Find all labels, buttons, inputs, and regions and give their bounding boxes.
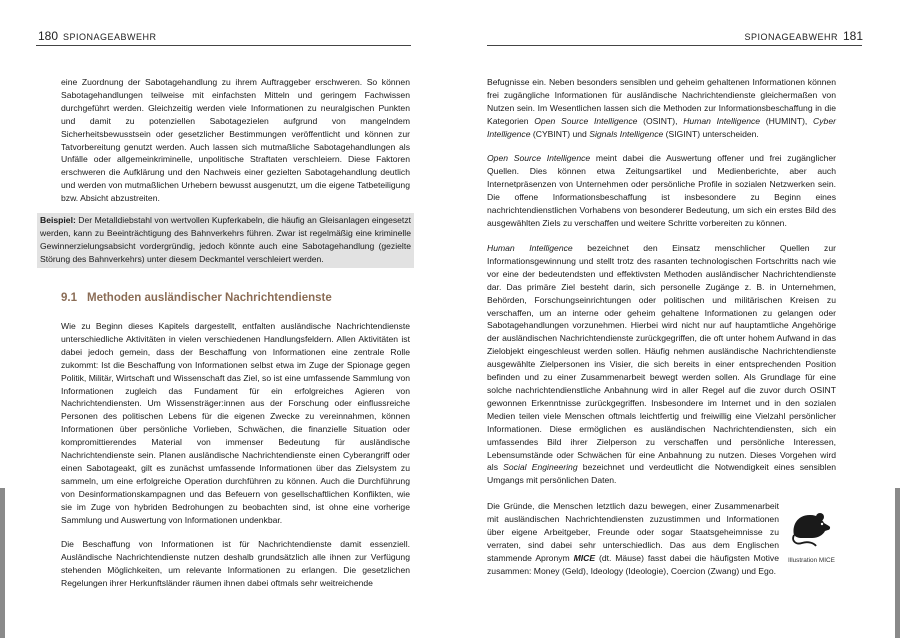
right-page bbox=[450, 0, 900, 638]
section-title: Methoden ausländischer Nachrichtendienste bbox=[87, 292, 332, 304]
right-paragraph-3: Human Intelligence bezeichnet den Einsatz menschlicher Quellen zur Informationsgewinnung und stellt trotz des rasanten technologischen Fortschritts nach wie vor eine der bedeutendsten und effektivsten Methoden ausländischer Nachrichtendienste dar. Das primäre Ziel besteht darin, sich personelle Zugänge z. B. in Unternehmen, Behörden, Forschungseinrichtungen oder politischen und militärischen Kreisen zu verschaffen, um an interne oder geheim gehaltene Informationen zu gelangen oder Sabotagehandlungen vorzunehmen. Hierbei wird nicht nur auf hauptamtliche Angehörige der ausländischen Nachrichtendienste zurückgegriffen, die oft unter hohem Aufwand in das Zielobjekt eingeschleust werden sollen. Häufig nehmen ausländische Nachrichtendienste ausgewählte Zielpersonen ins Visier, die sich bereits in einer entsprechenden Position befinden und zu einer Zusammenarbeit bewegt werden sollen. Als Grundlage für eine solche nachrichtendienstliche Anbahnung wird in aller Regel auf die zuvor durch OSINT gewonnen Erkenntnisse zurückgegriffen. Insbesondere im Internet und in den sozialen Medien teilen viele Menschen oftmals leichtfertig und freiwillig eine Vielzahl persönlicher Informationen. Diese ermöglichen es ausländischen Nachrichtendiensten, sich ein umfassendes Bild ihrer Zielperson zu verschaffen und persönliche Interessen, Lebensumstände oder Schwächen für eine Anbahnung zu nutzen. Dieses Vorgehen wird als Social Engineering bezeichnet und verdeutlicht die Notwendigkeit eines sensiblen Umgangs mit persönlichen Daten. bbox=[487, 243, 836, 486]
right-header-rule bbox=[487, 45, 862, 46]
page-edge-marker-right bbox=[895, 488, 900, 638]
left-paragraph-3: Die Beschaffung von Informationen ist für Nachrichtendienste damit essenziell. Ausländische Nachrichtendienste nutzen deshalb grundsätzlich alle ihnen zur Verfügung stehenden Möglichkeiten, um relevante Informationen zu erlangen. Die gesetzlichen Regelungen ihrer Herkunftsländer räumen ihnen dabei oftmals sehr weitreichende bbox=[61, 539, 410, 588]
right-paragraph-4: Die Gründe, die Menschen letztlich dazu bewegen, einer Zusammenarbeit mit ausländischen Nachrichtendiensten zuzustimmen und Informationen über eigene Arbeitgeber, Freunde oder sogar Staatsgeheimnisse zu verraten, sind dabei sehr unterschiedlich. Das aus dem Englischen stammende Apronym MICE (dt. Mäuse) fasst dabei die häufigsten Motive zusammen: Money (Geld), Ideology (Ideologie), Coercion (Zwang) und Ego. bbox=[487, 501, 779, 576]
left-running-head: SPIONAGEABWEHR bbox=[63, 32, 157, 42]
left-page-number: 180 bbox=[38, 29, 59, 43]
illustration-caption: Illustration MICE bbox=[788, 557, 835, 564]
example-box bbox=[37, 213, 414, 268]
left-running-header bbox=[38, 29, 157, 43]
example-label: Beispiel: bbox=[40, 215, 76, 225]
section-number: 9.1 bbox=[61, 292, 77, 304]
right-paragraph-2: Open Source Intelligence meint dabei die Auswertung offener und frei zugänglicher Quellen. Dies können etwa Zeitungsartikel und Medienberichte, aber auch Internetpräsenzen von Unternehmen oder persönliche Profile in sozialen Netzwerken sein. Die offene Informationsbeschaffung ist insbesondere zu Beginn eines nachrichtendienstlichen Vorhabens von besonderer Bedeutung, um sich ein erstes Bild des ausgewählten Ziels zu verschaffen und weitere Schritte vorbereiten zu können. bbox=[487, 153, 836, 228]
left-paragraph-2: Wie zu Beginn dieses Kapitels dargestellt, entfalten ausländische Nachrichtendienste unterschiedliche Aktivitäten in vielen verschiedenen Handlungsfeldern. Allen Aktivitäten ist dabei jedoch gemein, dass der Beschaffung von Informationen eine zentrale Rolle zukommt: Ist die Beschaffung von Informationen selbst etwa im Zuge der Spionage gegen Politik, Militär, Wirtschaft und Wissenschaft das Ziel, so ist eine umfassende Sammlung von Informationen zugleich das Fundament für ein erfolgreiches Agieren von Nachrichtendiensten. Um Wissensträger:innen aus der Forschung oder einflussreiche Personen des politischen Lebens für die eigenen Zwecke zu vereinnahmen, können Informationen über persönliche Vorlieben, Schwächen, die finanzielle Situation oder kompromittierendes Material von immenser Bedeutung für ausländische Nachrichtendienste sein. Planen ausländische Nachrichtendienste einen Cyberangriff oder einen Sabotageakt, gilt es zunächst umfassende Informationen über das Zielsystem zu sammeln, um eine erfolgreiche Operation durchführen zu können. Auch die Durchführung von Desinformationskampagnen und das Befeuern von gesellschaftlichen Konflikten, wie sie im Zuge von hybriden Bedrohungen zu beobachten sind, ist ohne eine vorherige Sammlung und Auswertung von Informationen undenkbar. bbox=[61, 321, 410, 525]
right-running-head: SPIONAGEABWEHR bbox=[744, 32, 838, 42]
right-paragraph-1: Befugnisse ein. Neben besonders sensiblen und geheim gehaltenen Informationen können frei zugängliche Informationen für ausländische Nachrichtendienste gleichermaßen von Nutzen sein. Im Wesentlichen lassen sich die Methoden zur Informationsbeschaffung in die Kategorien Open Source Intelligence (OSINT), Human Intelligence (HUMINT), Cyber Intelligence (CYBINT) und Signals Intelligence (SIGINT) unterscheiden. bbox=[487, 77, 836, 139]
left-paragraph-1: eine Zuordnung der Sabotagehandlung zu ihrem Auftraggeber erschweren. So können Sabotagehandlungen teilweise mit einfachsten Mitteln und geringem Fachwissen durchgeführt werden. Gleichzeitig werden viele Informationen zu neuralgischen Punkten und damit zu potenziellen Sabotagezielen aufgrund von mangelndem Sicherheitsbewusstsein oder gesetzlicher Bestimmungen veröffentlicht und können zur Tatvorbereitung genutzt werden. Auch lassen sich mutmaßliche Sabotagehandlungen als Unfälle oder allgemeinkriminelle, unpolitische Straftaten verschleiern. Diese Faktoren erschweren die Aufklärung und den Nachweis einer gezielten Sabotagehandlung deutlich und werden von mutmaßlichen Urhebern bewusst ausgenutzt, um die eigene Tatbeteiligung bzw. Absicht abzustreiten. bbox=[61, 77, 410, 204]
mouse-icon bbox=[788, 505, 833, 550]
page-edge-marker bbox=[0, 488, 5, 638]
section-heading bbox=[61, 292, 332, 304]
example-text: Der Metalldiebstahl von wertvollen Kupferkabeln, die häufig an Gleisanlagen eingesetzt werden, kann zu Beeinträchtigung des Bahnverkehrs führen. Zwar ist regelmäßig eine kriminelle Gewinnerzielungsabsicht vordergründig, jedoch könnte auch eine Sabotagehandlung (gezielte Störung des Bahnverkehrs) unter diesem Deckmantel verschleiert werden. bbox=[40, 215, 411, 264]
left-header-rule bbox=[36, 45, 411, 46]
right-page-number: 181 bbox=[842, 29, 863, 43]
right-running-header bbox=[744, 29, 863, 43]
